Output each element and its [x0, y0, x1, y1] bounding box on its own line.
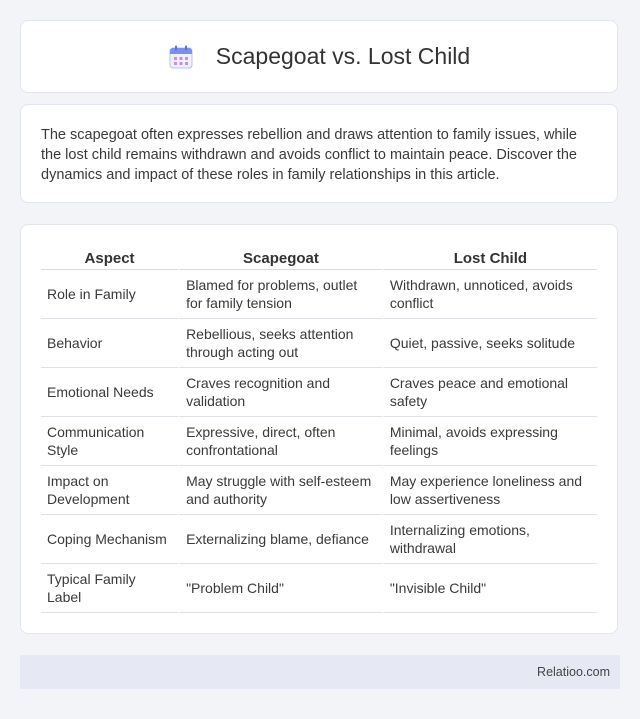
header-aspect: Aspect	[41, 245, 178, 270]
header-lost-child: Lost Child	[382, 245, 597, 270]
page-title: Scapegoat vs. Lost Child	[215, 43, 471, 69]
footer-brand: Relatioo.com	[537, 665, 610, 679]
row-lost-child: May experience loneliness and low assertiveness	[382, 466, 597, 515]
intro-card	[20, 104, 618, 203]
table-row	[41, 270, 597, 319]
table-row	[41, 368, 597, 417]
row-aspect: Role in Family	[41, 270, 178, 319]
table-row	[41, 515, 597, 564]
row-scapegoat: Expressive, direct, often confrontational	[178, 417, 382, 466]
row-scapegoat: Rebellious, seeks attention through acting out	[178, 319, 382, 368]
row-aspect: Emotional Needs	[41, 368, 178, 417]
intro-text: The scapegoat often expresses rebellion and draws attention to family issues, while the lost child remains withdrawn and avoids conflict to maintain peace. Discover the dynamics and impact of these roles in family relationships in this article.	[41, 127, 577, 183]
row-aspect: Communication Style	[41, 417, 178, 466]
row-aspect: Typical Family Label	[41, 564, 178, 613]
table-row	[41, 466, 597, 515]
row-lost-child: Craves peace and emotional safety	[382, 368, 597, 417]
row-aspect: Coping Mechanism	[41, 515, 178, 564]
row-scapegoat: Blamed for problems, outlet for family tension	[178, 270, 382, 319]
comparison-table-card	[20, 224, 618, 634]
row-aspect: Behavior	[41, 319, 178, 368]
row-scapegoat: "Problem Child"	[178, 564, 382, 613]
calendar-icon	[168, 44, 194, 70]
table-row	[41, 417, 597, 466]
row-aspect: Impact on Development	[41, 466, 178, 515]
footer	[20, 655, 620, 689]
row-lost-child: Withdrawn, unnoticed, avoids conflict	[382, 270, 597, 319]
table-row	[41, 319, 597, 368]
row-lost-child: Internalizing emotions, withdrawal	[382, 515, 597, 564]
table-row	[41, 564, 597, 613]
row-scapegoat: Externalizing blame, defiance	[178, 515, 382, 564]
comparison-table	[41, 245, 597, 613]
row-lost-child: "Invisible Child"	[382, 564, 597, 613]
row-lost-child: Quiet, passive, seeks solitude	[382, 319, 597, 368]
table-header-row	[41, 245, 597, 270]
row-scapegoat: May struggle with self-esteem and authority	[178, 466, 382, 515]
row-scapegoat: Craves recognition and validation	[178, 368, 382, 417]
title-card	[20, 20, 618, 93]
row-lost-child: Minimal, avoids expressing feelings	[382, 417, 597, 466]
header-scapegoat: Scapegoat	[178, 245, 382, 270]
